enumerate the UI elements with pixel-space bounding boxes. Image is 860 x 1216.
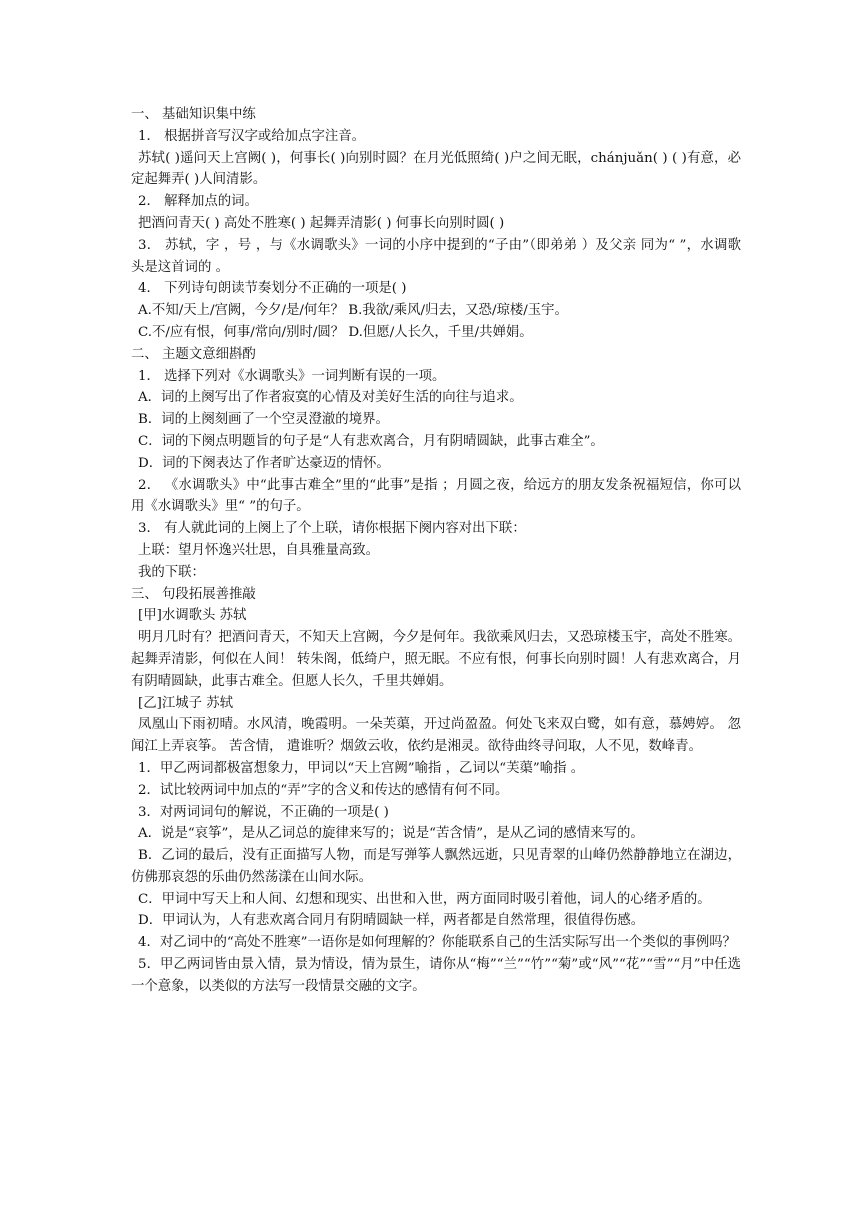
section2-heading: 二、 主题文意细斟酌	[131, 346, 256, 362]
section1-heading: 一、 基础知识集中练	[131, 107, 256, 122]
s3-q3-option-a: A．说是“哀筝”，是从乙词总的旋律来写的；说是“苦含情”，是从乙词的感情来写的。	[138, 826, 644, 842]
s2-q3-upper-couplet: 上联：望月怀逸兴壮思，自具雅量高致。	[138, 542, 380, 558]
worksheet	[131, 104, 741, 998]
s3-q3-option-b: B．乙词的最后，没有正面描写人物，而是写弹筝人飘然远逝，只见青翠的山峰仍然静静地立在湖边，仿佛那哀怨的乐曲仍然荡漾在山间水际。	[131, 848, 741, 885]
s2-q1-option-b: B．词的上阕刻画了一个空灵澄澈的境界。	[138, 412, 389, 428]
s1-q4-options-cd: C.不/应有恨，何事/常向/别时/圆？ D.但愿/人长久，千里/共婵娟。	[138, 324, 533, 340]
s1-q2-text: 把酒问青天( ) 高处不胜寒( ) 起舞弄清影( ) 何事长向别时圆( )	[138, 215, 505, 231]
s3-q3-title: 3．对两词词句的解说，不正确的一项是( )	[138, 804, 389, 820]
s2-q3-lower-couplet: 我的下联：	[138, 564, 205, 580]
s2-q1-option-a: A．词的上阕写出了作者寂寞的心情及对美好生活的向往与追求。	[138, 390, 523, 406]
s1-q4-title: 4． 下列诗句朗读节奏划分不正确的一项是( )	[138, 281, 407, 297]
poem-a-title: [甲]水调歌头 苏轼	[138, 608, 247, 624]
poem-a-text: 明月几时有？把酒问青天，不知天上宫阙，今夕是何年。我欲乘风归去，又恐琼楼玉宇，高处不胜寒。起舞弄清影，何似在人间！ 转朱阁，低绮户，照无眠。不应有恨，何事长向别时圆！人有悲欢离合，月有阴晴圆缺，此事古难全。但愿人长久，千里共婵娟。	[131, 630, 741, 689]
s2-q2-text: 2． 《水调歌头》中“此事古难全”里的“此事”是指 ；月圆之夜，给远方的朋友发条祝福短信，你可以用《水调歌头》里“ ”的句子。	[131, 477, 741, 515]
poem-b-title: [乙]江城子 苏轼	[138, 695, 234, 711]
s2-q3-title: 3． 有人就此词的上阕上了个上联，请你根据下阕内容对出下联：	[138, 521, 526, 537]
poem-b-text: 凤凰山下雨初晴。水风清，晚霞明。一朵芙蕖，开过尚盈盈。何处飞来双白鹭，如有意，慕娉婷。 忽闻江上弄哀筝。 苦含情， 遣谁听？烟敛云收，依约是湘灵。欲待曲终寻问取，人不见，数峰青。	[131, 717, 741, 755]
s3-q3-option-d: D．甲词认为，人有悲欢离合同月有阴晴圆缺一样，两者都是自然常理，很值得伤感。	[138, 913, 645, 929]
section3-heading: 三、 句段拓展善推敲	[131, 586, 256, 602]
s1-q4-options-ab: A.不知/天上/宫阙，今夕/是/何年？ B.我欲/乘风/归去，又恐/琼楼/玉宇。	[138, 303, 568, 319]
s1-q1-title: 1． 根据拼音写汉字或给加点字注音。	[138, 128, 366, 144]
s3-q1: 1．甲乙两词都极富想象力，甲词以“天上宫阙”喻指 ，乙词以“芙蕖”喻指 。	[138, 760, 585, 776]
s3-q3-option-c: C．甲词中写天上和人间、幻想和现实、出世和入世，两方面同时吸引着他，词人的心绪矛盾的。	[138, 891, 711, 907]
s3-q4: 4．对乙词中的“高处不胜寒”一语你是如何理解的？你能联系自己的生活实际写出一个类似的事例吗？	[138, 935, 737, 951]
s1-q3-text: 3． 苏轼，字 ，号 ，与《水调歌头》一词的小序中提到的“子由”（即弟弟 ）及父亲 同为“ ”，水调歌头是这首词的 。	[131, 237, 741, 275]
s3-q5: 5．甲乙两词皆由景入情，景为情设，情为景生，请你从“梅”“兰”“竹”“菊”或“风”“花”“雪”“月”中任选一个意象，以类似的方法写一段情景交融的文字。	[131, 957, 741, 994]
s1-q1-text: 苏轼( )遥问天上宫阙( )，何事长( )向别时圆？在月光低照绮( )户之间无眠，chánjuǎn( ) ( )有意，必定起舞弄( )人间清影。	[131, 150, 741, 188]
s1-q2-title: 2． 解释加点的词。	[138, 194, 258, 210]
s3-q2: 2．试比较两词中加点的“弄”字的含义和传达的感情有何不同。	[138, 782, 509, 798]
s2-q1-option-c: C．词的下阕点明题旨的句子是“人有悲欢离合，月有阴晴圆缺，此事古难全”。	[138, 433, 604, 449]
s2-q1-option-d: D．词的下阕表达了作者旷达豪迈的情怀。	[138, 455, 390, 471]
s2-q1-title: 1． 选择下列对《水调歌头》一词判断有误的一项。	[138, 368, 446, 384]
